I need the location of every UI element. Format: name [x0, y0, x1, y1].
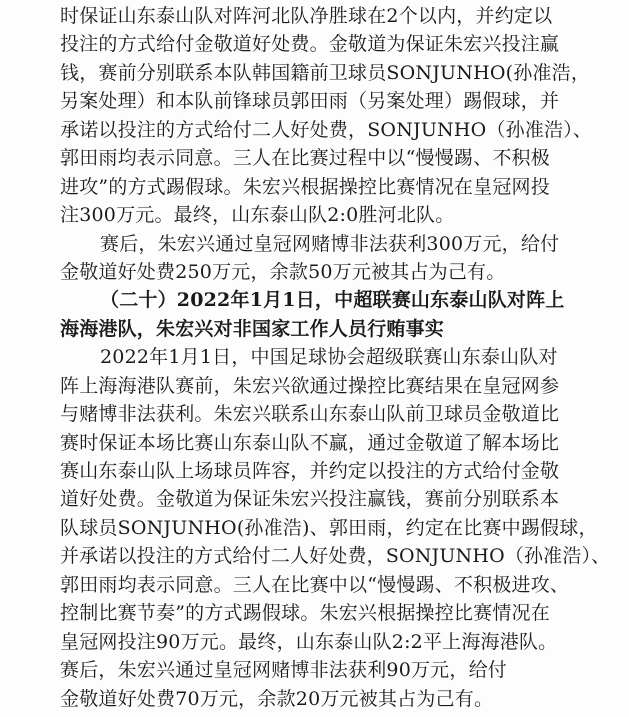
text-line: 队球员SONJUNHO(孙准浩)、郭田雨，约定在比赛中踢假球， — [60, 517, 598, 539]
text-line: 赛山东泰山队上场球员阵容，并约定以投注的方式给付金敬 — [60, 460, 560, 482]
text-line: 皇冠网投注90万元。最终，山东泰山队2:2平上海海港队。 — [60, 631, 558, 653]
text-line: 承诺以投注的方式给付二人好处费，SONJUNHO（孙准浩）、 — [60, 119, 593, 141]
text-line: 阵上海海港队赛前，朱宏兴欲通过操控比赛结果在皇冠网参 — [60, 375, 560, 397]
text-line: 另案处理）和本队前锋球员郭田雨（另案处理）踢假球，并 — [60, 90, 560, 112]
section-heading: （二十）2022年1月1日，中超联赛山东泰山队对阵上 — [100, 289, 565, 311]
text-line: 钱，赛前分别联系本队韩国籍前卫球员SONJUNHO(孙准浩， — [60, 62, 591, 84]
text-line: 控制比赛节奏”的方式踢假球。朱宏兴根据操控比赛情况在 — [60, 602, 550, 624]
text-line: 赛时保证本场比赛山东泰山队不赢，通过金敬道了解本场比 — [60, 432, 560, 454]
text-line: 与赌博非法获利。朱宏兴联系山东泰山队前卫球员金敬道比 — [60, 403, 560, 425]
paragraph-first-line: 2022年1月1日，中国足球协会超级联赛山东泰山队对 — [100, 346, 558, 368]
text-line: 并承诺以投注的方式给付二人好处费，SONJUNHO（孙准浩）、 — [60, 545, 611, 567]
text-line: 投注的方式给付金敬道好处费。金敬道为保证朱宏兴投注赢 — [60, 33, 560, 55]
text-line: 郭田雨均表示同意。三人在比赛过程中以“慢慢踢、不积极 — [60, 147, 550, 169]
text-line: 金敬道好处费70万元，余款20万元被其占为己有。 — [60, 688, 494, 710]
text-line: 道好处费。金敬道为保证朱宏兴投注赢钱，赛前分别联系本 — [60, 488, 560, 510]
paragraph-first-line: 赛后，朱宏兴通过皇冠网赌博非法获利300万元，给付 — [100, 233, 560, 255]
text-line: 郭田雨均表示同意。三人在比赛中以“慢慢踢、不积极进攻、 — [60, 574, 570, 596]
section-heading: 海海港队，朱宏兴对非国家工作人员行贿事实 — [60, 318, 445, 340]
text-line: 时保证山东泰山队对阵河北队净胜球在2个以内，并约定以 — [60, 5, 553, 27]
text-line: 进攻”的方式踢假球。朱宏兴根据操控比赛情况在皇冠网投 — [60, 176, 550, 198]
text-line: 注300万元。最终，山东泰山队2:0胜河北队。 — [60, 204, 455, 226]
text-line: 金敬道好处费250万元，余款50万元被其占为己有。 — [60, 261, 506, 283]
paragraph-first-line: 赛后，朱宏兴通过皇冠网赌博非法获利90万元，给付 — [60, 659, 507, 681]
